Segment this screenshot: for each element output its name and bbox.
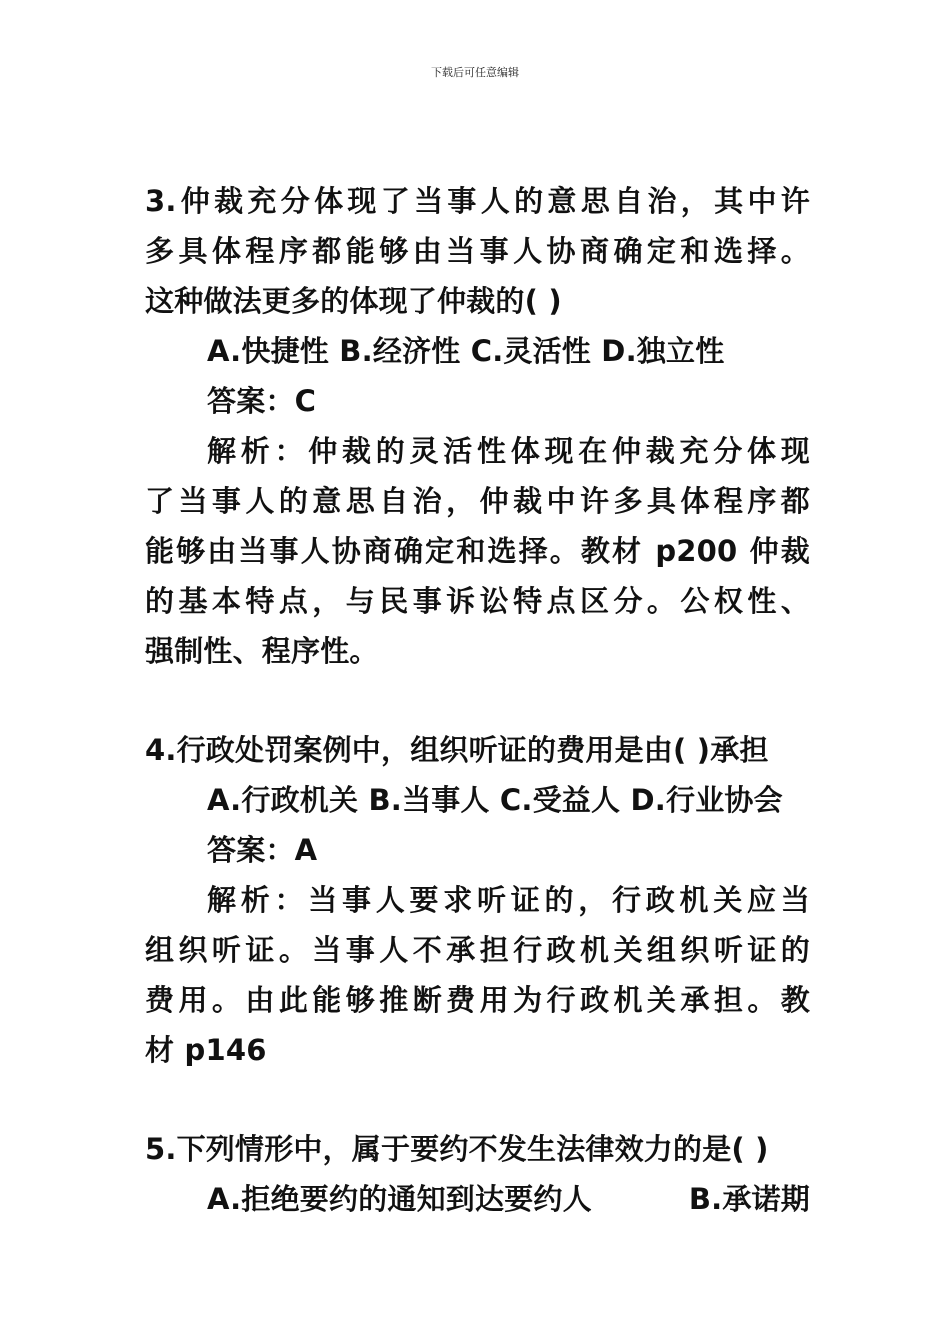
analysis-line: 费用。由此能够推断费用为行政机关承担。教	[145, 983, 810, 1017]
document-body	[145, 176, 810, 1224]
paragraph-gap	[145, 1075, 810, 1124]
analysis-line: 的基本特点，与民事诉讼特点区分。公权性、	[145, 584, 810, 618]
analysis-line: 解析：仲裁的灵活性体现在仲裁充分体现	[207, 434, 810, 468]
question-options	[145, 1174, 810, 1224]
analysis-line: 强制性、程序性。	[145, 634, 379, 668]
analysis-line: 材 p146	[145, 1033, 267, 1067]
analysis-line: 组织听证。当事人不承担行政机关组织听证的	[145, 933, 810, 967]
analysis-line: 了当事人的意思自治，仲裁中许多具体程序都	[145, 484, 810, 518]
question-answer: 答案：C	[207, 384, 317, 418]
analysis-line: 解析：当事人要求听证的，行政机关应当	[207, 883, 810, 917]
question-stem-line: 这种做法更多的体现了仲裁的( )	[145, 284, 562, 318]
option-right: B.承诺期	[688, 1182, 810, 1216]
page-header-note: 下载后可任意编辑	[431, 66, 519, 79]
question-options: A.行政机关 B.当事人 C.受益人 D.行业协会	[207, 783, 783, 817]
analysis-line: 能够由当事人协商确定和选择。教材 p200 仲裁	[145, 534, 810, 568]
option-left: A.拒绝要约的通知到达要约人	[207, 1182, 592, 1216]
question-3	[145, 176, 810, 676]
question-stem-line: 多具体程序都能够由当事人协商确定和选择。	[145, 234, 810, 268]
question-stem-line: 3.仲裁充分体现了当事人的意思自治，其中许	[145, 184, 810, 218]
question-answer: 答案：A	[207, 833, 318, 867]
question-stem-line: 4.行政处罚案例中，组织听证的费用是由( )承担	[145, 733, 769, 767]
question-4	[145, 725, 810, 1075]
question-options: A.快捷性 B.经济性 C.灵活性 D.独立性	[207, 334, 725, 368]
question-5	[145, 1124, 810, 1224]
paragraph-gap	[145, 676, 810, 725]
question-stem-line: 5.下列情形中，属于要约不发生法律效力的是( )	[145, 1132, 769, 1166]
